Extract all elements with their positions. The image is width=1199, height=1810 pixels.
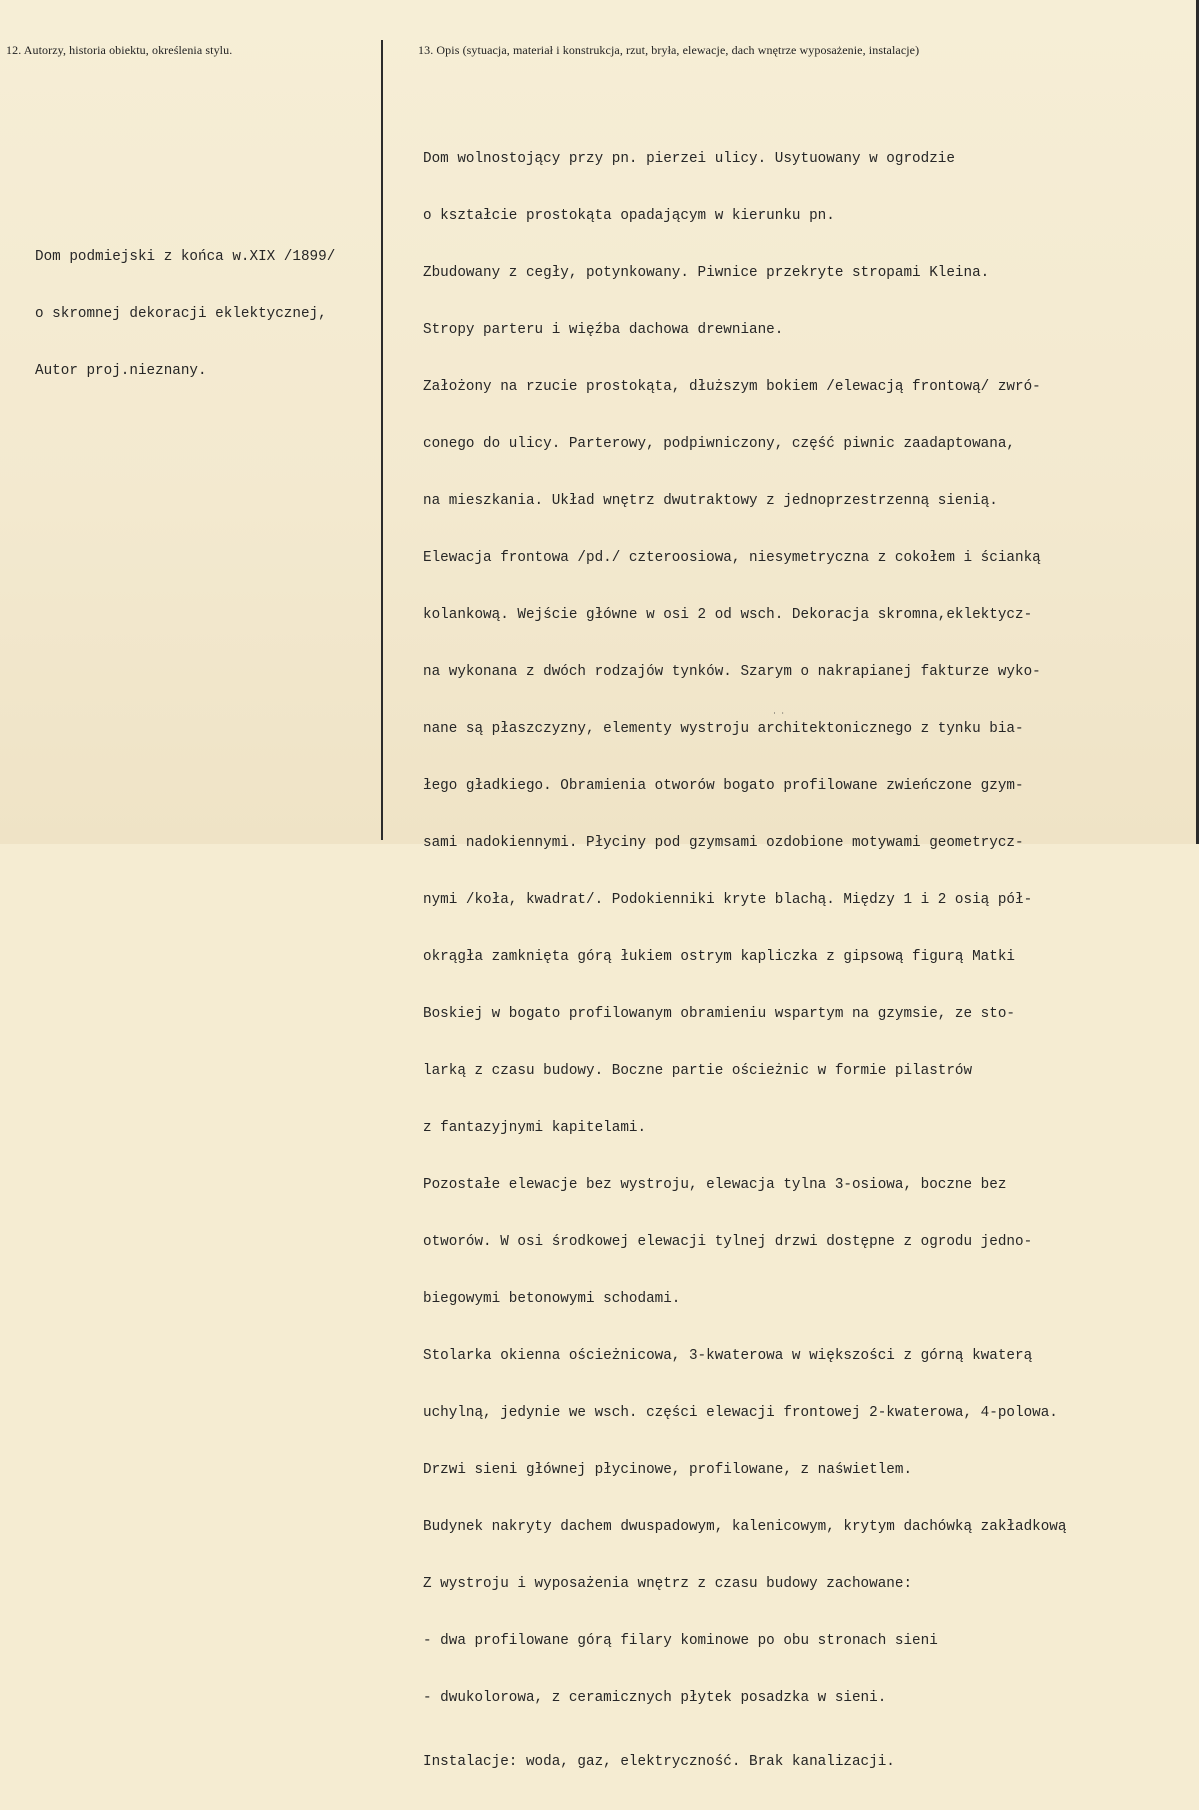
- text-line: conego do ulicy. Parterowy, podpiwniczony, część piwnic zaadaptowana,: [423, 436, 1015, 452]
- text-line: Drzwi sieni głównej płycinowe, profilowane, z naświetlem.: [423, 1462, 913, 1478]
- text-line: larką z czasu budowy. Boczne partie ościeżnic w formie pilastrów: [423, 1063, 973, 1079]
- text-line: nymi /koła, kwadrat/. Podokienniki kryte blachą. Między 1 i 2 osią pół-: [423, 892, 1033, 908]
- text-line: Elewacja frontowa /pd./ czteroosiowa, niesymetryczna z cokołem i ścianką: [423, 550, 1041, 566]
- text-line: Z wystroju i wyposażenia wnętrz z czasu budowy zachowane:: [423, 1576, 913, 1592]
- section-12-header: 12. Autorzy, historia obiektu, określenia stylu.: [6, 43, 233, 57]
- text-line: - dwukolorowa, z ceramicznych płytek posadzka w sieni.: [423, 1690, 887, 1706]
- text-line: Dom wolnostojący przy pn. pierzei ulicy. Usytuowany w ogrodzie: [423, 151, 955, 167]
- ink-speck-mark: ˙ ˙: [772, 712, 786, 723]
- text-line: Stolarka okienna ościeżnicowa, 3-kwaterowa w większości z górną kwaterą: [423, 1348, 1033, 1364]
- text-line: uchylną, jedynie we wsch. części elewacji frontowej 2-kwaterowa, 4-polowa.: [423, 1405, 1058, 1421]
- text-line: Boskiej w bogato profilowanym obramieniu wspartym na gzymsie, ze sto-: [423, 1006, 1015, 1022]
- text-line: Dom podmiejski z końca w.XIX /1899/: [35, 249, 336, 265]
- text-line: Autor proj.nieznany.: [35, 363, 207, 379]
- text-line: łego gładkiego. Obramienia otworów bogato profilowane zwieńczone gzym-: [423, 778, 1024, 794]
- column-divider: [381, 40, 383, 840]
- text-line: Zbudowany z cegły, potynkowany. Piwnice przekryte stropami Kleina.: [423, 265, 990, 281]
- text-line: sami nadokiennymi. Płyciny pod gzymsami ozdobione motywami geometrycz-: [423, 835, 1024, 851]
- text-line: Pozostałe elewacje bez wystroju, elewacja tylna 3-osiowa, boczne bez: [423, 1177, 1007, 1193]
- installations-line: Instalacje: woda, gaz, elektryczność. Brak kanalizacji.: [423, 1754, 895, 1770]
- text-line: o kształcie prostokąta opadającym w kierunku pn.: [423, 208, 835, 224]
- text-line: Założony na rzucie prostokąta, dłuższym bokiem /elewacją frontową/ zwró-: [423, 379, 1041, 395]
- text-line: kolankową. Wejście główne w osi 2 od wsch. Dekoracja skromna,eklektycz-: [423, 607, 1033, 623]
- text-line: na mieszkania. Układ wnętrz dwutraktowy z jednoprzestrzenną sienią.: [423, 493, 998, 509]
- text-line: o skromnej dekoracji eklektycznej,: [35, 306, 327, 322]
- text-line: Stropy parteru i więźba dachowa drewniane.: [423, 322, 784, 338]
- text-line: - dwa profilowane górą filary kominowe po obu stronach sieni: [423, 1633, 938, 1649]
- description-text: [423, 112, 1191, 1810]
- text-line: na wykonana z dwóch rodzajów tynków. Szarym o nakrapianej fakturze wyko-: [423, 664, 1041, 680]
- authors-style-text: [35, 210, 335, 419]
- text-line: otworów. W osi środkowej elewacji tylnej drzwi dostępne z ogrodu jedno-: [423, 1234, 1033, 1250]
- text-line: Budynek nakryty dachem dwuspadowym, kalenicowym, krytym dachówką zakładkową: [423, 1519, 1067, 1535]
- text-line: biegowymi betonowymi schodami.: [423, 1291, 681, 1307]
- section-13-header: 13. Opis (sytuacja, materiał i konstrukcja, rzut, bryła, elewacje, dach wnętrze wyposażenie, instalacje): [418, 43, 920, 57]
- text-line: nane są płaszczyzny, elementy wystroju architektonicznego z tynku bia-: [423, 721, 1024, 737]
- text-line: okrągła zamknięta górą łukiem ostrym kapliczka z gipsową figurą Matki: [423, 949, 1015, 965]
- text-line: z fantazyjnymi kapitelami.: [423, 1120, 647, 1136]
